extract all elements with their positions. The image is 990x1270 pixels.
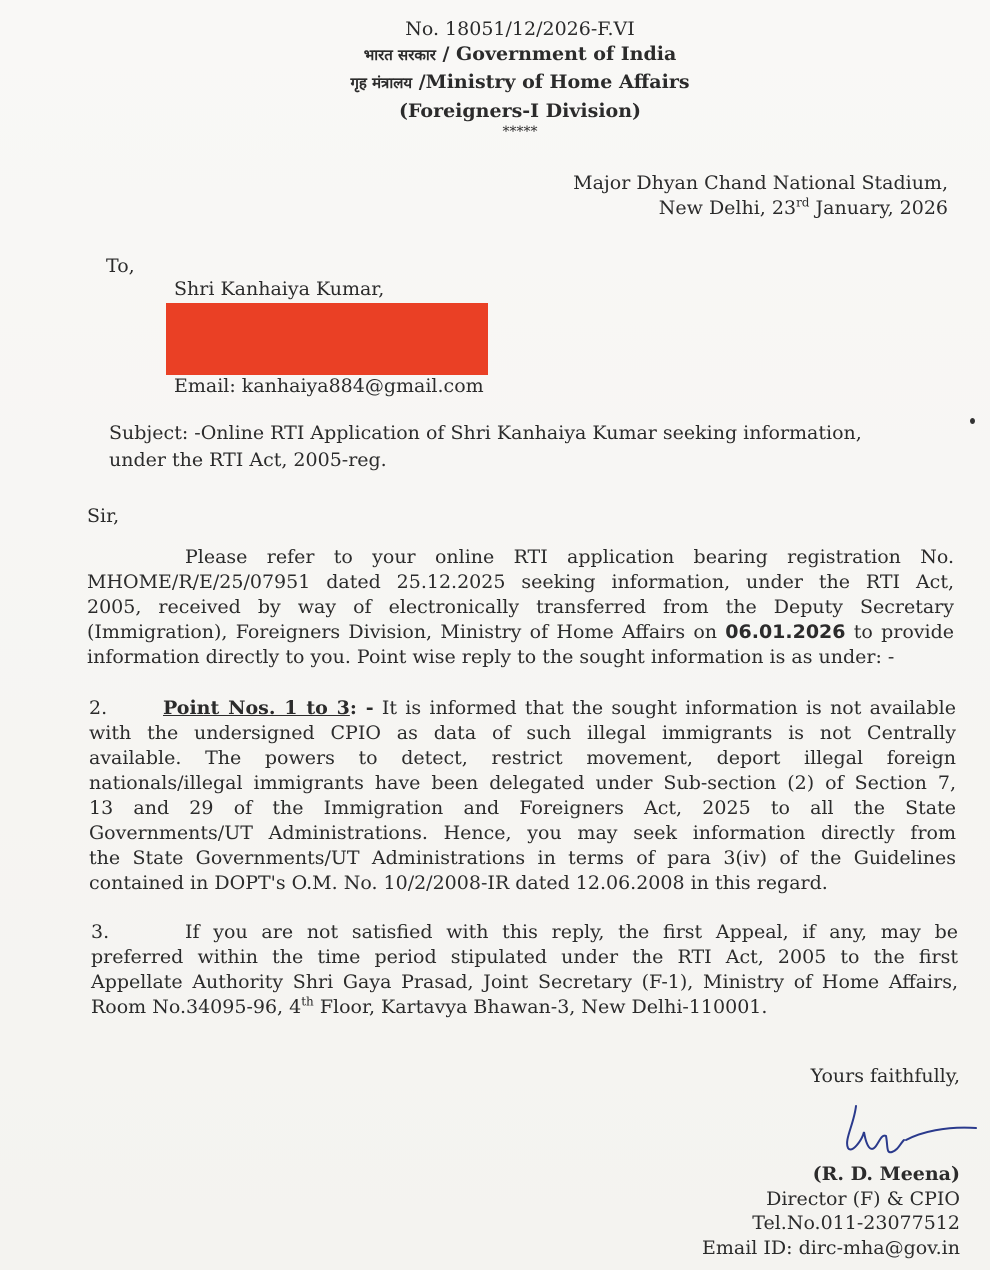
para3-text: If you are not satisfied with this reply, the first Appeal, if any, may be: [185, 921, 958, 943]
para3-text: Floor, Kartavya Bhawan-3, New Delhi-110001.: [313, 996, 768, 1018]
para1-line: [87, 620, 954, 645]
para1-text: (Immigration), Foreigners Division, Ministry of Home Affairs on: [87, 621, 726, 643]
para2-line: nationals/illegal immigrants have been delegated under Sub-section (2) of Section 7,: [89, 772, 956, 794]
para2-line: [89, 696, 956, 721]
para2-line: contained in DOPT's O.M. No. 10/2/2008-IR dated 12.06.2008 in this regard.: [89, 872, 828, 894]
paragraph-1: [87, 545, 954, 670]
paragraph-2: [89, 696, 956, 896]
para2-line: with the undersigned CPIO as data of such illegal immigrants is not Centrally: [89, 722, 956, 744]
government-of-india: [230, 42, 810, 68]
para3-line: [91, 995, 958, 1020]
salutation: Sir,: [87, 505, 120, 527]
redacted-address-block: [166, 303, 488, 375]
para1-line: information directly to you. Point wise reply to the sought information is as under: -: [87, 646, 895, 668]
para2-line: Governments/UT Administrations. Hence, you may seek information directly from: [89, 822, 956, 844]
para3-sup: th: [301, 994, 314, 1009]
signatory-email: Email ID: dirc-mha@gov.in: [702, 1237, 960, 1259]
para3-line: [91, 920, 958, 945]
para2-line: 13 and 29 of the Immigration and Foreigners Act, 2025 to all the State: [89, 797, 956, 819]
date-prefix: New Delhi, 23: [658, 197, 797, 219]
date-line: [428, 196, 948, 221]
para2-heading-suffix: : -: [349, 697, 374, 719]
para1-line: 2005, received by way of electronically transferred from the Deputy Secretary: [87, 596, 954, 618]
para1-line: Please refer to your online RTI application bearing registration No.: [185, 546, 954, 568]
para2-text: It is informed that the sought information is not available: [373, 697, 956, 719]
signatory-designation: Director (F) & CPIO: [766, 1188, 960, 1210]
stray-ink-dot: [970, 418, 975, 424]
paragraph-3: [91, 920, 958, 1020]
para1-text: to provide: [845, 621, 954, 643]
para2-line: the State Governments/UT Administrations in terms of para 3(iv) of the Guidelines: [89, 847, 956, 869]
yours-faithfully: Yours faithfully,: [810, 1065, 960, 1087]
para3-number: 3.: [91, 921, 110, 943]
header-stars: *****: [502, 124, 538, 140]
signatory-telephone: Tel.No.011-23077512: [752, 1212, 960, 1234]
para3-text: Room No.34095-96, 4: [91, 996, 302, 1018]
addressee-email: Email: kanhaiya884@gmail.com: [174, 375, 484, 397]
govt-english: / Government of India: [442, 43, 677, 65]
addressee-name: Shri Kanhaiya Kumar,: [174, 278, 385, 300]
subject-line-2: under the RTI Act, 2005-reg.: [109, 449, 387, 471]
forward-date: 06.01.2026: [725, 621, 846, 643]
ministry-of-home-affairs: [230, 70, 810, 96]
signature-image: [836, 1096, 981, 1166]
ministry-hindi: गृह मंत्रालय: [350, 74, 413, 92]
para2-line: available. The powers to detect, restrict movement, deport illegal foreign: [89, 747, 956, 769]
date-suffix: January, 2026: [809, 197, 948, 219]
para2-heading: Point Nos. 1 to 3: [163, 697, 350, 719]
para3-line: preferred within the time period stipulated under the RTI Act, 2005 to the first: [91, 946, 958, 968]
para3-line: Appellate Authority Shri Gaya Prasad, Joint Secretary (F-1), Ministry of Home Affairs,: [91, 971, 958, 993]
place-line: Major Dhyan Chand National Stadium,: [573, 172, 948, 194]
para2-number: 2.: [89, 697, 108, 719]
to-label: To,: [106, 255, 135, 277]
para1-line: MHOME/R/E/25/07951 dated 25.12.2025 seeking information, under the RTI Act,: [87, 571, 954, 593]
date-sup: rd: [796, 195, 810, 210]
subject-line-1: Subject: -Online RTI Application of Shri Kanhaiya Kumar seeking information,: [109, 422, 862, 444]
reference-number: No. 18051/12/2026-F.VI: [405, 18, 635, 40]
division-name: (Foreigners-I Division): [398, 100, 642, 122]
govt-hindi: भारत सरकार: [363, 46, 436, 64]
signature-stroke: [847, 1106, 976, 1152]
ministry-english: /Ministry of Home Affairs: [418, 71, 690, 93]
signatory-name: (R. D. Meena): [812, 1163, 960, 1185]
